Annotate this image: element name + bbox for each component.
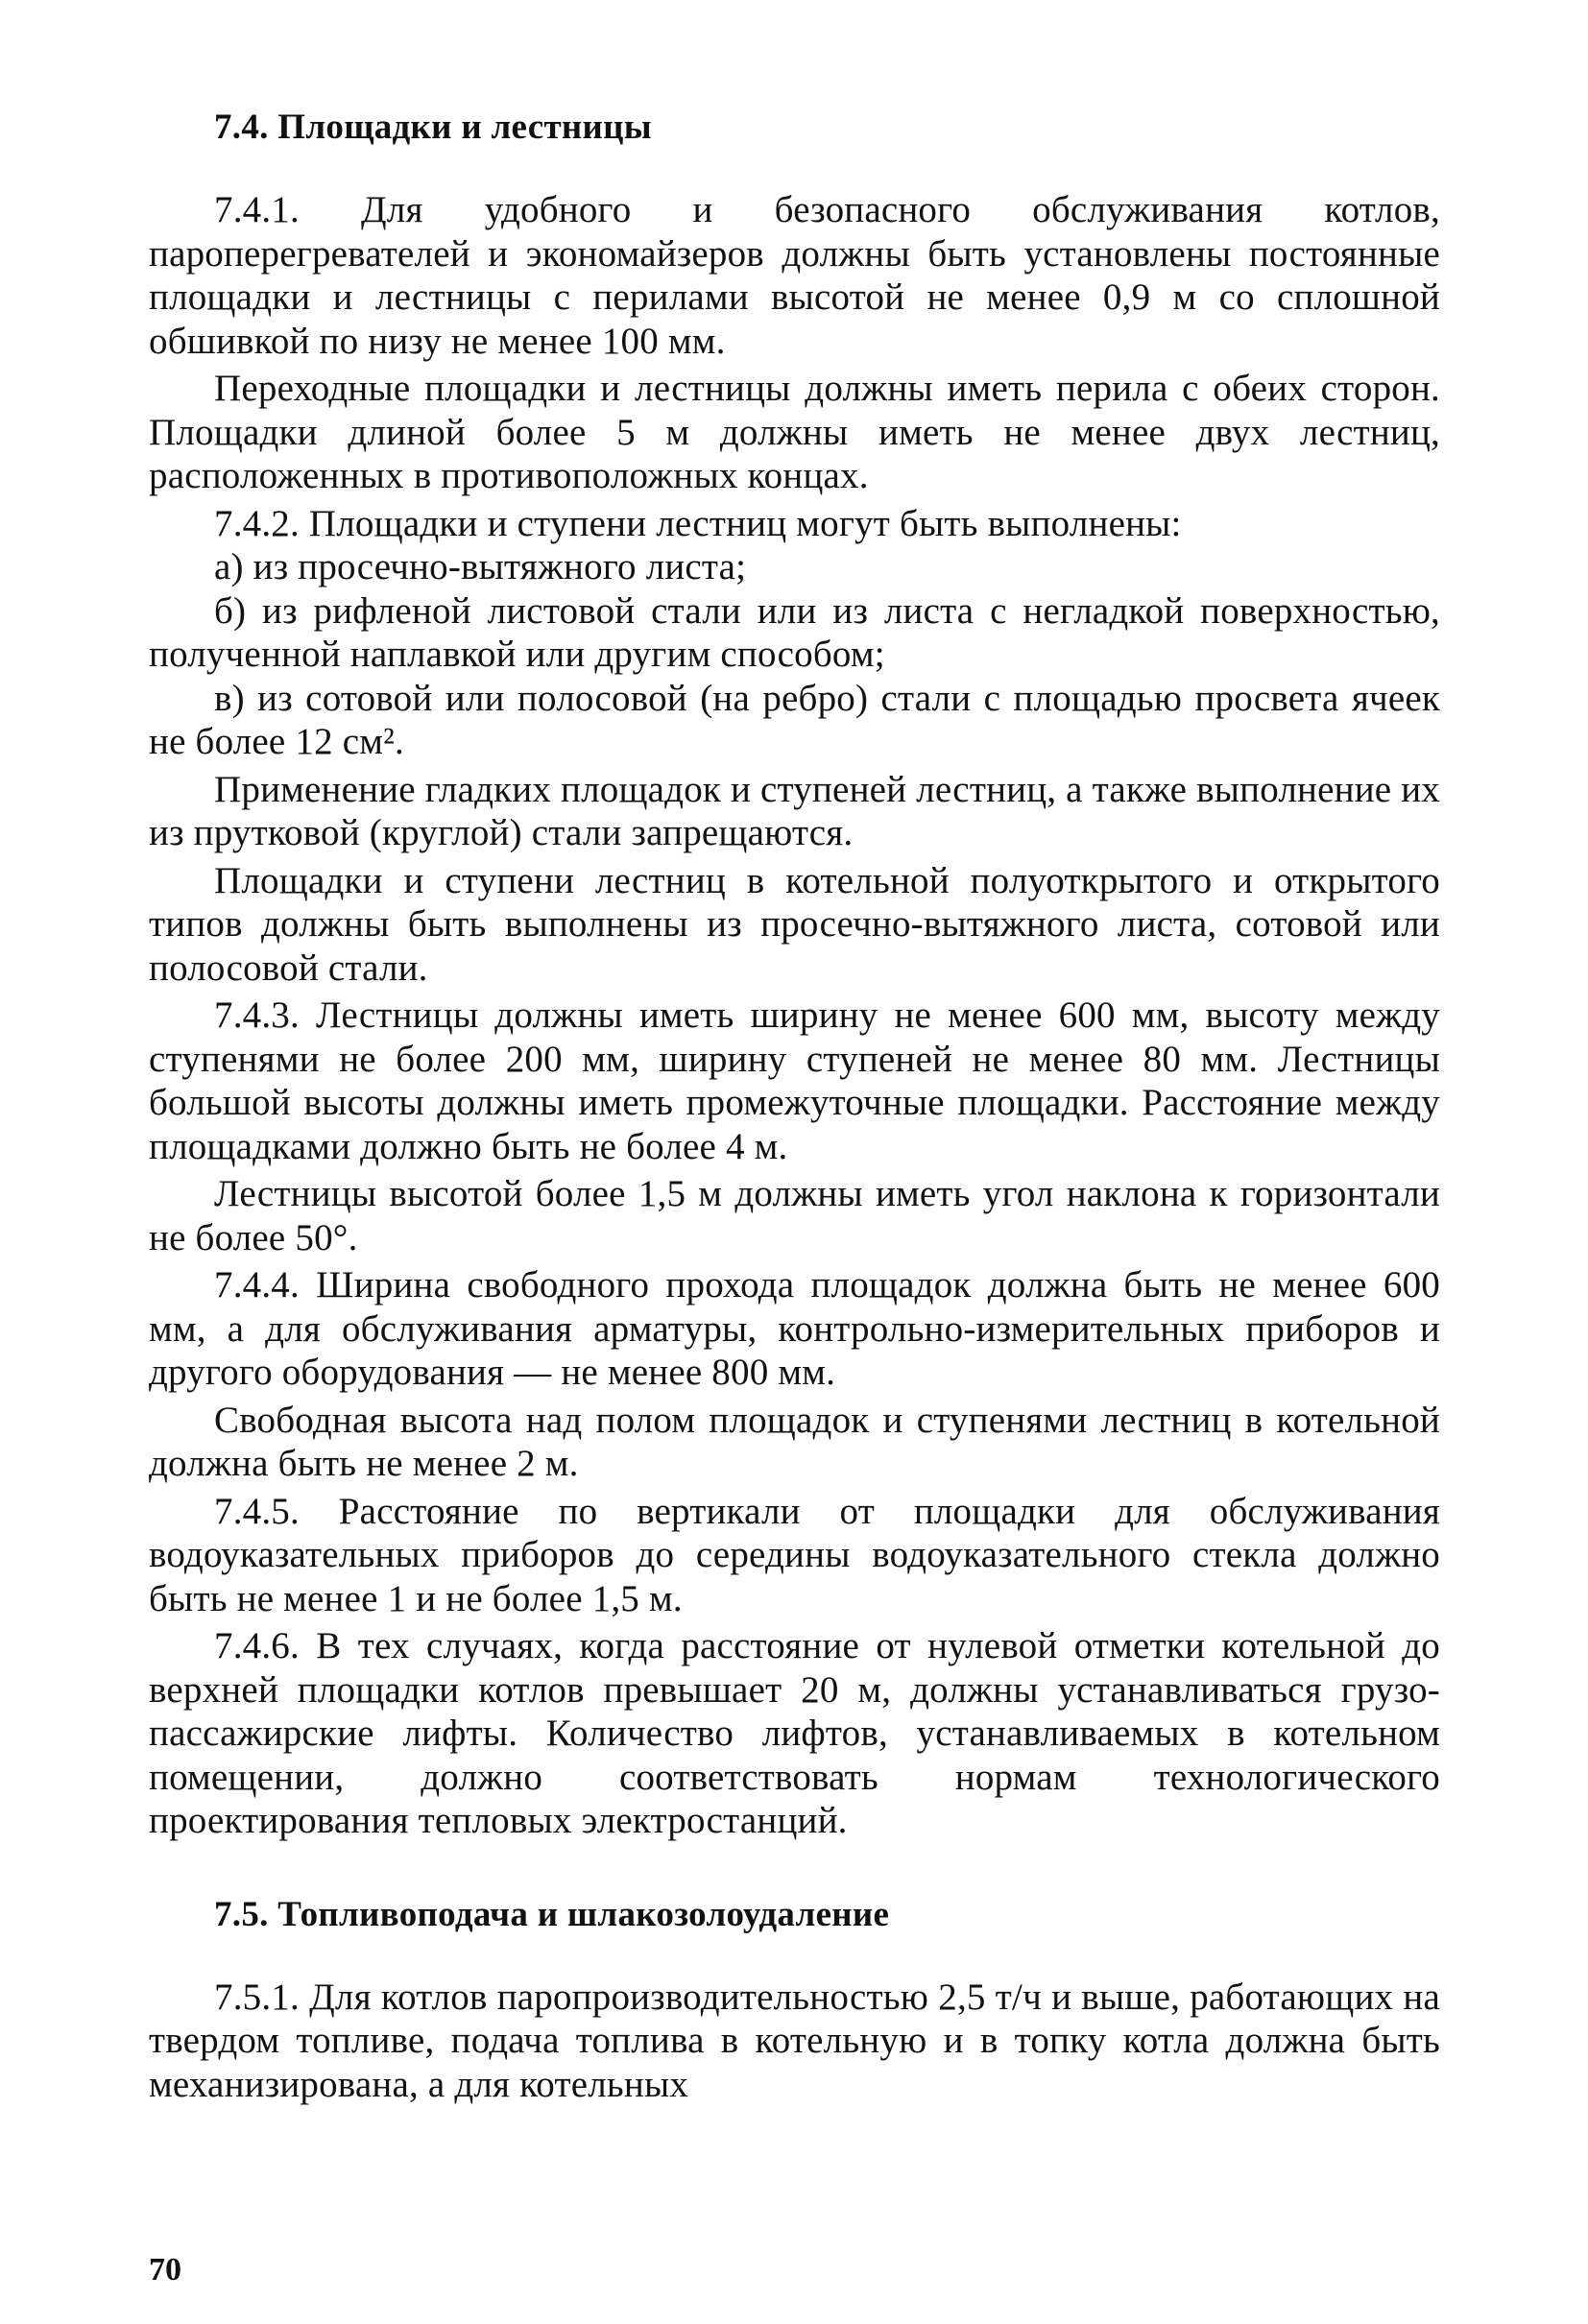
document-page — [149, 106, 1440, 2110]
list-item-a: а) из просечно-вытяжного листа; — [214, 546, 747, 587]
paragraph-free-height: Свободная высота над полом площадок и ступенями лестниц в котельной должна быть не менее 2 м. — [149, 1399, 1440, 1484]
paragraph-7-5-1: 7.5.1. Для котлов паропроизводительностью 2,5 т/ч и выше, работающих на твердом топливе, подача топлива в котельную и в топку котла должна быть механизирована, а для котельных — [149, 1976, 1440, 2105]
paragraph-smooth-prohibited: Применение гладких площадок и ступеней лестниц, а также выполнение их из прутковой (круглой) стали запрещаются. — [149, 768, 1440, 853]
list-item-b: б) из рифленой листовой стали или из листа с негладкой поверхностью, полученной наплавкой или другим способом; — [149, 589, 1440, 675]
paragraph-crossing-platforms: Переходные площадки и лестницы должны иметь перила с обеих сторон. Площадки длиной более 5 м должны иметь не менее двух лестниц, расположенных в противоположных концах. — [149, 368, 1440, 496]
paragraph-7-4-1: 7.4.1. Для удобного и безопасного обслуживания котлов, пароперегревателей и экономайзеров должны быть установлены постоянные площадки и лестницы с перилами высотой не менее 0,9 м со сплошной обшивкой по низу не менее 100 мм. — [149, 189, 1440, 362]
section-heading-7-4: 7.4. Площадки и лестницы — [214, 108, 652, 147]
page-number: 70 — [149, 2252, 181, 2288]
paragraph-7-4-2: 7.4.2. Площадки и ступени лестниц могут быть выполнены: — [214, 502, 1182, 544]
list-item-v: в) из сотовой или полосовой (на ребро) стали с площадью просвета ячеек не более 12 см². — [149, 677, 1440, 762]
paragraph-7-4-4: 7.4.4. Ширина свободного прохода площадок должна быть не менее 600 мм, а для обслуживания арматуры, контрольно-измерительных приборов и другого оборудования — не менее 800 мм. — [149, 1264, 1440, 1393]
paragraph-open-boiler-room: Площадки и ступени лестниц в котельной полуоткрытого и открытого типов должны быть выполнены из просечно-вытяжного листа, сотовой или полосовой стали. — [149, 859, 1440, 989]
section-heading-7-5: 7.5. Топливоподача и шлакозолоудаление — [214, 1894, 890, 1934]
paragraph-7-4-5: 7.4.5. Расстояние по вертикали от площадки для обслуживания водоуказательных приборов до середины водоуказательного стекла должно быть не менее 1 и не более 1,5 м. — [149, 1490, 1440, 1619]
paragraph-7-4-6: 7.4.6. В тех случаях, когда расстояние от нулевой отметки котельной до верхней площадки котлов превышает 20 м, должны устанавливаться грузо-пассажирские лифты. Количество лифтов, устанавливаемых в котельном помещении, должно соответствовать нормам технологического проектирования тепловых электростанций. — [149, 1625, 1440, 1841]
paragraph-ladder-angle: Лестницы высотой более 1,5 м должны иметь угол наклона к горизонтали не более 50°. — [149, 1173, 1440, 1258]
paragraph-7-4-3: 7.4.3. Лестницы должны иметь ширину не менее 600 мм, высоту между ступенями не более 200 мм, ширину ступеней не менее 80 мм. Лестницы большой высоты должны иметь промежуточные площадки. Расстояние между площадками должно быть не более 4 м. — [149, 994, 1440, 1167]
